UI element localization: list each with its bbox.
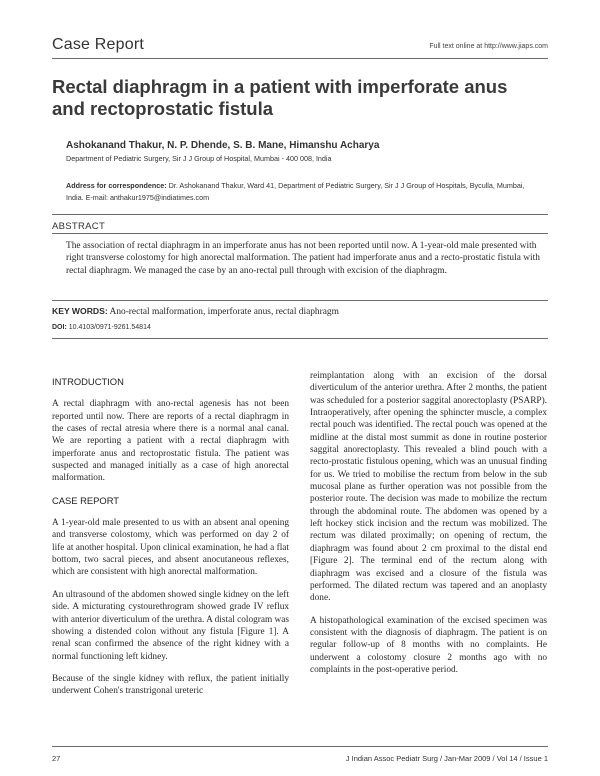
correspondence-text: Dr. Ashokanand Thakur, Ward 41, Department of Pediatric Surgery, Sir J J Group of Hospitals, Byculla, Mumbai, India. E-mail: anthakur1975@indiatimes.com [66, 181, 525, 202]
abstract-heading: ABSTRACT [52, 221, 106, 232]
doi-value: 10.4103/0971-9261.54814 [66, 324, 151, 331]
introduction-paragraph: A rectal diaphragm with ano-rectal agenesis has not been reported until now. There are reports of a rectal diaphragm in the cases of rectal atresia where there is a normal anal canal. We are reporting a patient with a rectal diaphragm with imperforate anus and rectoprostatic fistula. The patient was suspected and managed initially as a case of high anorectal malformation. [52, 399, 289, 484]
authors: Ashokanand Thakur, N. P. Dhende, S. B. Mane, Himanshu Acharya [66, 140, 380, 151]
header-rule [52, 58, 548, 59]
body-top-rule [52, 338, 548, 339]
right-paragraph-2: A histopathological examination of the excised specimen was consistent with the diagnosis of diaphragm. The patient is on regular follow-up of 8 months with no complaints. He underwent a colostomy closure 2 months ago with no complaints in the post-operative period. [310, 615, 547, 675]
case-paragraph-2: An ultrasound of the abdomen showed single kidney on the left side. A micturating cystourethrogram showed grade IV reflux with anterior diverticulum of the urethra. A distal cologram was showing a distended colon without any fistula [Figure 1]. A renal scan confirmed the absence of the right kidney with a normal functioning left kidney. [52, 589, 290, 662]
right-column [310, 370, 547, 686]
footer-rule [52, 746, 548, 747]
case-report-heading: CASE REPORT [52, 494, 120, 506]
keywords-text: Ano-rectal malformation, imperforate anus, rectal diaphragm [107, 307, 339, 317]
article-title: Rectal diaphragm in a patient with imperforate anus and rectoprostatic fistula [52, 76, 508, 119]
doi [52, 324, 151, 331]
correspondence-label: Address for correspondence: [66, 181, 167, 190]
abstract-text: The association of rectal diaphragm in an imperforate anus has not been reported until now. A 1-year-old male presented with right transverse colostomy for high anorectal malformation. The patient had imperforate anus and a recto-prostatic fistula with rectal diaphragm. We managed the case by an ano-rectal pull through with excision of the diaphragm. [66, 241, 540, 276]
case-paragraph-3: Because of the single kidney with reflux, the patient initially underwent Cohen's transtrigonal ureteric [52, 673, 289, 697]
correspondence [66, 180, 544, 204]
left-column [52, 370, 289, 708]
doi-label: DOI: [52, 324, 67, 331]
keywords-label: KEY WORDS: [52, 306, 108, 316]
journal-citation: J Indian Assoc Pediatr Surg / Jan-Mar 2009 / Vol 14 / Issue 1 [345, 754, 548, 763]
page-number: 27 [52, 754, 61, 763]
affiliation: Department of Pediatric Surgery, Sir J J Group of Hospital, Mumbai - 400 008, India [66, 154, 332, 163]
abstract-top-rule [52, 214, 548, 215]
online-url: Full text online at http://www.jiaps.com [429, 43, 548, 50]
abstract-bottom-rule [52, 300, 548, 301]
introduction-heading: INTRODUCTION [52, 376, 124, 387]
running-title: Case Report [52, 36, 145, 53]
right-paragraph-1: reimplantation along with an excision of the dorsal diverticulum of the anterior urethra. After 2 months, the patient was scheduled for a posterior saggital anorectoplasty (PSARP). Intraoperatively, after opening the sphincter muscle, a complex rectal pouch was identified. The rectal pouch was opened at the midline at the distal most summit as done in routine posterior saggital anorectoplasty. This revealed a blind pouch with a recto-prostatic fistulous opening, which was an unusual finding for us. We tried to mobilise the rectum from below in the sub mucosal plane as further operation was not possible from the posterior route. The decision was made to mobilize the rectum through the abdominal route. The abdomen was opened by a left hockey stick incision and the rectum was mobilized. The rectum was dilated proximally; on opening of rectum, the diaphragm was found about 2 cm proximal to the distal end [Figure 2]. The terminal end of the rectum along with diaphragm was excised and a closure of the fistula was performed. The dilated rectum was tapered and an anoplasty done. [310, 371, 547, 604]
case-paragraph-1: A 1-year-old male presented to us with an absent anal opening and transverse colostomy, which was performed on day 2 of life at another hospital. Upon clinical examination, he had a flat bottom, two sacral pieces, and absent anocutaneous reflexes, which are consistent with high anorectal malformation. [52, 518, 289, 578]
keywords [52, 306, 339, 317]
abstract-heading-rule [52, 233, 548, 234]
